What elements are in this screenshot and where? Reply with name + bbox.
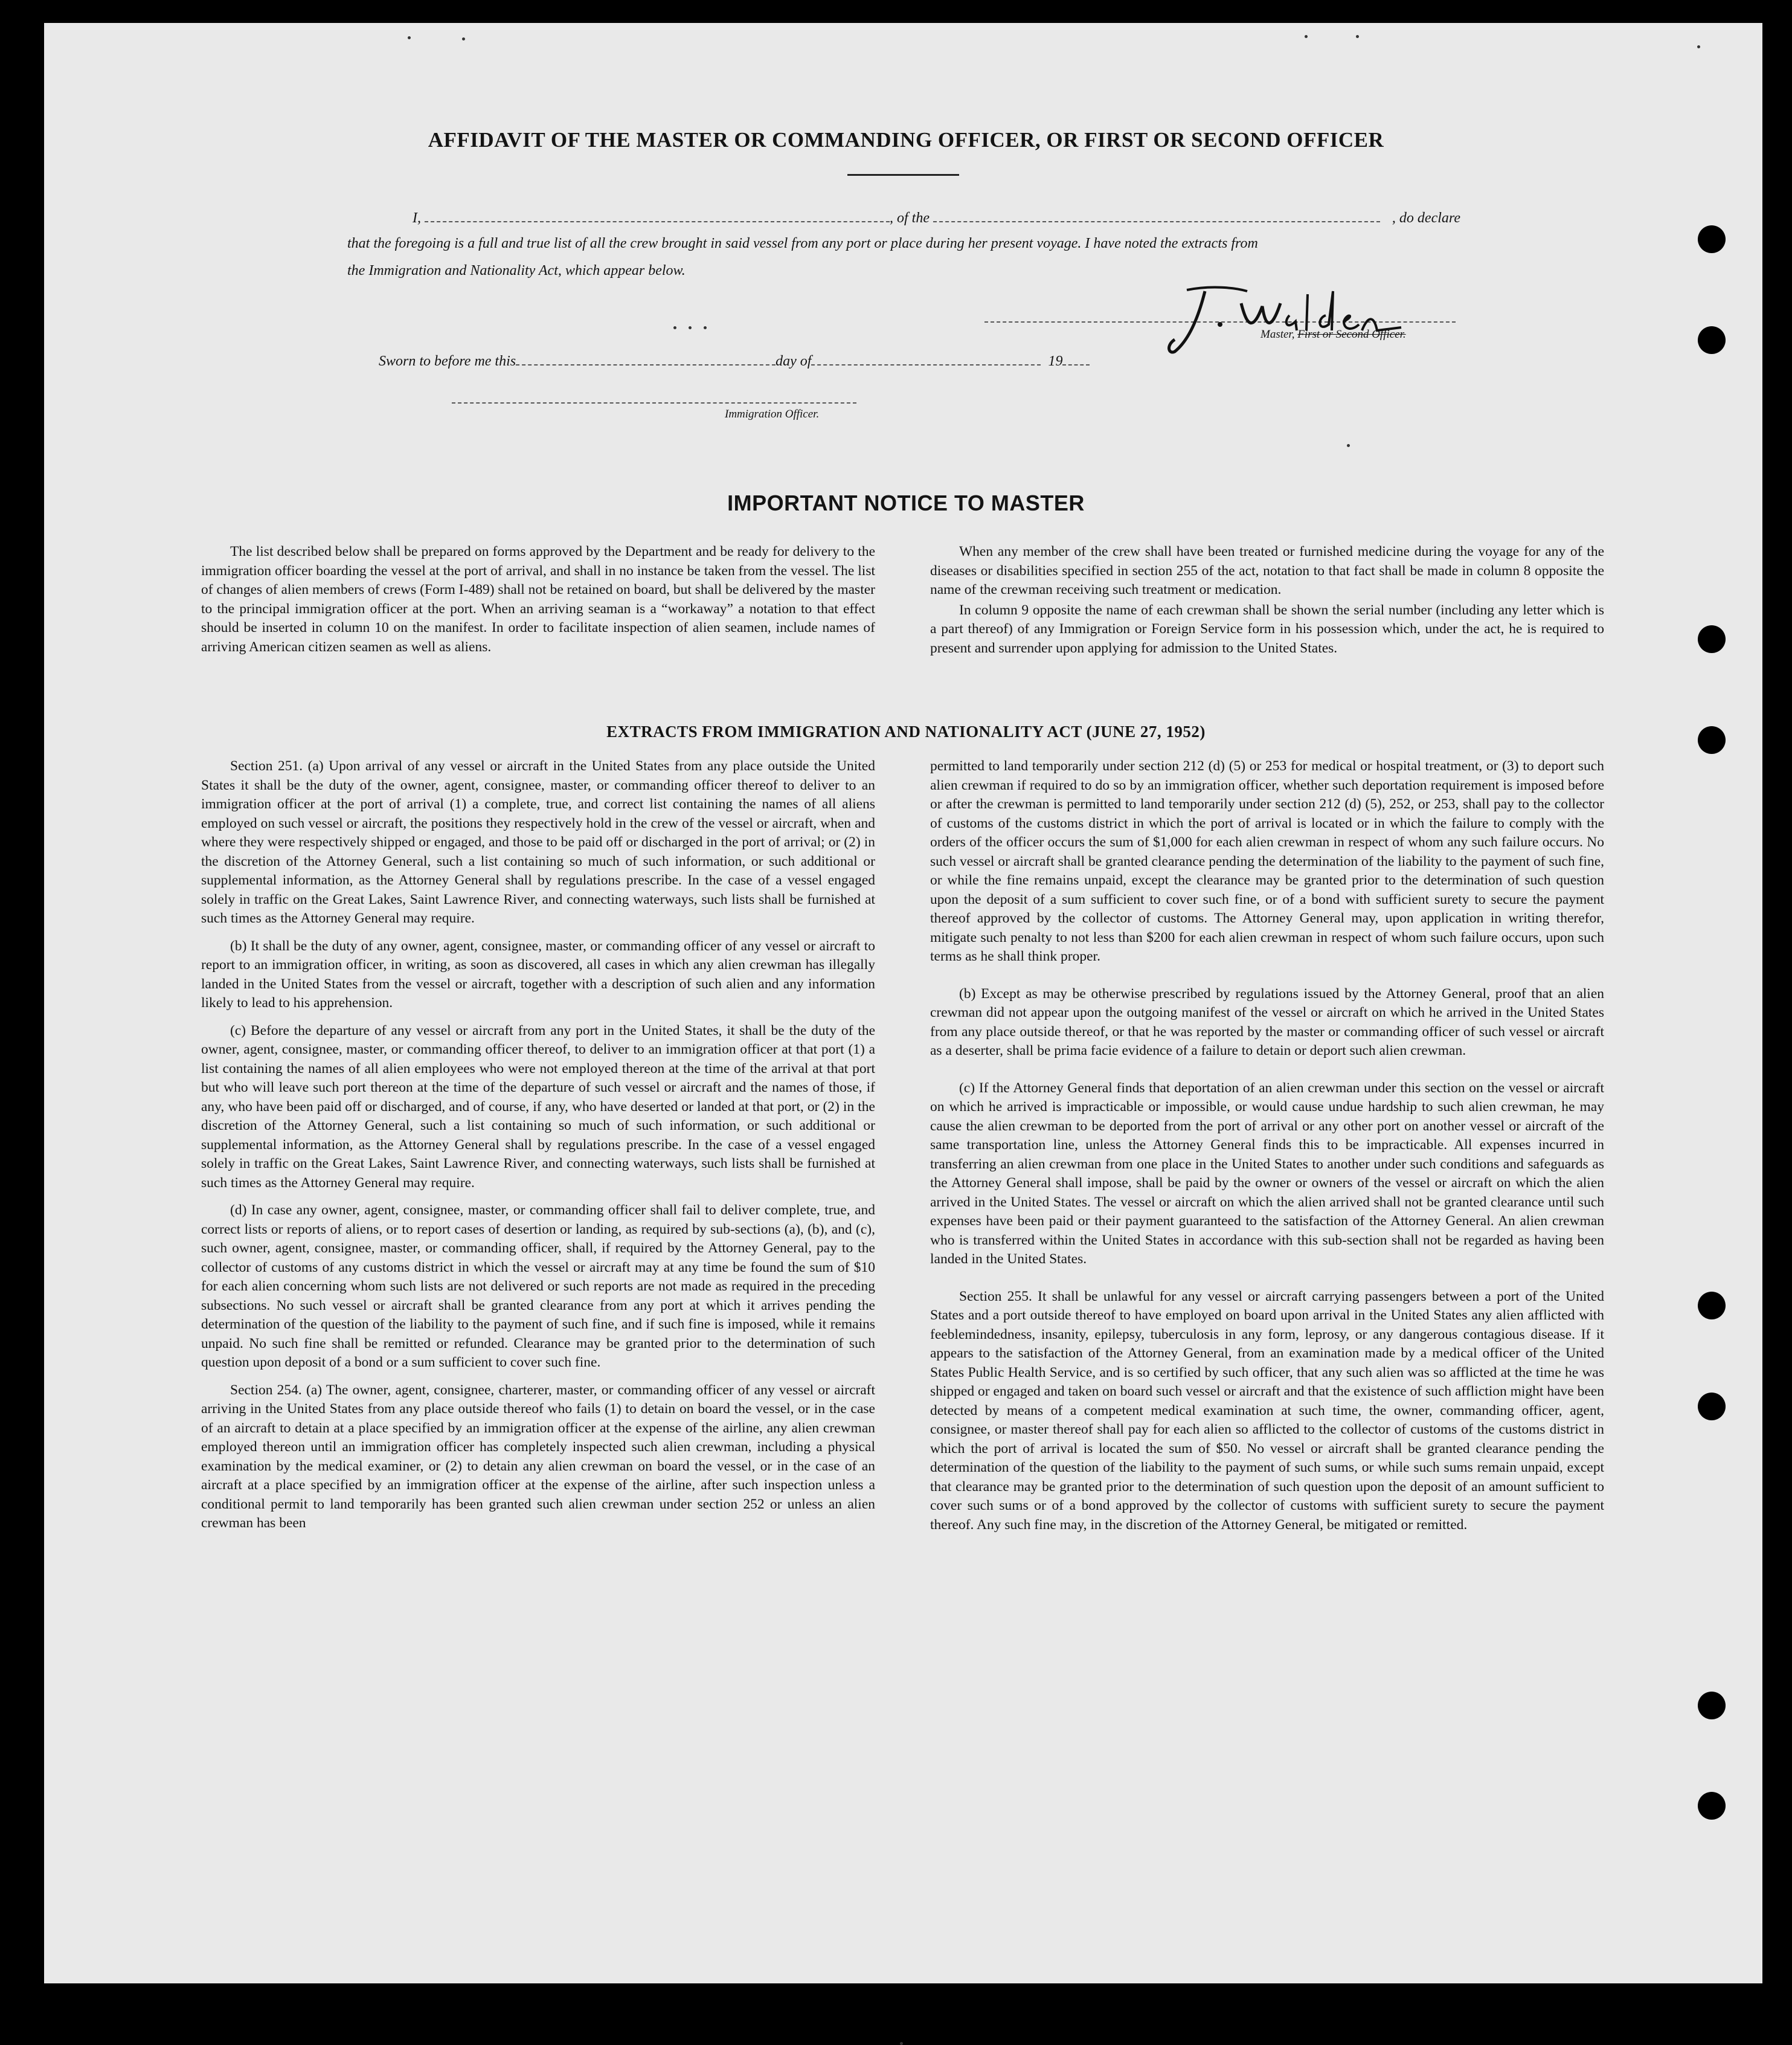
scan-speck bbox=[1697, 45, 1700, 48]
scan-speck bbox=[1347, 444, 1350, 447]
i-label: I, bbox=[413, 210, 421, 226]
immigration-officer-signature-line[interactable] bbox=[452, 394, 856, 404]
extracts-title: EXTRACTS FROM IMMIGRATION AND NATIONALITY ACT (JUNE 27, 1952) bbox=[606, 723, 1206, 741]
of-the-label: , of the bbox=[890, 210, 930, 226]
binder-hole bbox=[1698, 1292, 1726, 1319]
scan-speck bbox=[1305, 35, 1308, 38]
affidavit-declaration-line bbox=[413, 210, 1460, 227]
section-254c: (c) If the Attorney General finds that deportation of an alien crewman under this section on the vessel or aircraft on which he arrived is impracticable or impossible, or would cause undue hardship to such alien crewman, he may cause the alien crewman to be deported from the port of arrival or any other port on another vessel or aircraft of the same transportation line, unless the Attorney General finds this to be impracticable. All expenses incurred in transferring an alien crewman from one place in the United States to another under such conditions and safeguards as the Attorney General shall impose, shall be paid by the owner or owners of the vessel or aircraft on which the alien arrived in the United States. The vessel or aircraft on which the alien arrived shall not be granted clearance until such expenses have been paid or their payment guaranteed to the satisfaction of the Attorney General. An alien crewman who is transferred within the United States in accordance with this sub-section shall not be regarded as having been landed in the United States. bbox=[930, 1080, 1604, 1267]
sworn-line bbox=[379, 353, 1090, 370]
section-254a-continued: permitted to land temporarily under section 212 (d) (5) or 253 for medical or hospital treatment, or (3) to deport such alien crewman if required to do so by an immigration officer, whether such deportation requirement is imposed before or after the crewman is permitted to land temporarily under section 212 (d) (5), 252, or 253, shall pay to the collector of customs of the customs district in which the port of arrival is located or in which the failure to comply with the orders of the officer occurs the sum of $1,000 for each alien crewman in respect of whom any such failure occurs. No such vessel or aircraft shall be granted clearance pending the determination of the liability to the payment of such fine, or while the fine remains unpaid, except the clearance may be granted prior to the determination of such question upon the deposit of a sum sufficient to cover such fine, or of a bond with sufficient surety to secure the payment thereof approved by the collector of customs. The Attorney General may, upon application in writing therefor, mitigate such penalty to not less than $200 for each alien crewman in respect of whom such failure occurs, upon such terms as he shall think proper. bbox=[930, 758, 1604, 964]
extracts-left-column bbox=[201, 757, 875, 1542]
notice-right-paragraph-2: In column 9 opposite the name of each crewman shall be shown the serial number (including any letter which is a part thereof) of any Immigration or Foreign Service form in his possession which, under the act, he is required to present and surrender upon applying for admission to the United States. bbox=[930, 602, 1604, 656]
scan-speck bbox=[408, 36, 411, 39]
binder-hole bbox=[1698, 1792, 1726, 1820]
section-255: Section 255. It shall be unlawful for any vessel or aircraft carrying passengers between a port of the United States and a port outside thereof to have employed on board upon arrival in the United States any alien afflicted with feeblemindedness, insanity, epilepsy, tuberculosis in any form, leprosy, or any dangerous contagious disease. If it appears to the satisfaction of the Attorney General, from an examination made by a medical officer of the United States Public Health Service, and is so certified by such officer, that any such alien was so afflicted at the time he was shipped or engaged and taken on board such vessel or aircraft and that the existence of such affliction might have been detected by means of a competent medical examination at such time, the owner, commanding officer, agent, consignee, or master thereof shall pay for each alien so afflicted to the collector of customs of the customs district in which the port of arrival is located the sum of $50. No vessel or aircraft shall be granted clearance pending the determination of the question of the liability to the payment of such sums, or while such sums remain unpaid, except that clearance may be granted prior to the determination of such question upon the deposit of an amount sufficient to cover such sums or of a bond approved by the collector of customs with sufficient surety to secure the payment thereof. Any such fine may, in the discretion of the Attorney General, be mitigated or remitted. bbox=[930, 1288, 1604, 1533]
title-divider bbox=[847, 174, 959, 176]
section-251c: (c) Before the departure of any vessel or aircraft from any port in the United States, it shall be the duty of the owner, agent, consignee, master, or commanding officer thereof, to deliver to an immigration officer at that port (1) a list containing the names of all alien employees who were not employed thereon at the time of the arrival at that port but who will leave such port thereon at the time of the departure of such vessel or aircraft and the names of those, if any, who have been paid off or discharged, and of course, if any, who have deserted or landed at that port, or (2) in the discretion of the Attorney General, such a list containing so much of such information, or such additional or supplemental information, as the Attorney General shall by regulations prescribe. In the case of a vessel engaged solely in traffic on the Great Lakes, Saint Lawrence River, and connecting waterways, such lists shall be furnished at such times as the Attorney General may require. bbox=[201, 1022, 875, 1191]
year-prefix: 19 bbox=[1048, 353, 1063, 369]
scan-speck bbox=[673, 326, 676, 329]
section-254b: (b) Except as may be otherwise prescribed by regulations issued by the Attorney General, proof that an alien crewman did not appear upon the outgoing manifest of the vessel or aircraft on which he arrived in the United States from any place outside thereof, or that he was reported by the master or commanding officer of such vessel or aircraft as a deserter, shall be prima facie evidence of a failure to detain or deport such alien crewman. bbox=[930, 985, 1604, 1058]
binder-hole bbox=[1698, 326, 1726, 354]
name-field[interactable] bbox=[425, 213, 890, 222]
scan-speck bbox=[689, 326, 692, 329]
notice-right-paragraph-1: When any member of the crew shall have been treated or furnished medicine during the voyage for any of the diseases or disabilities specified in section 255 of the act, notation to that fact shall be made in column 8 opposite the name of the crewman receiving such treatment or medication. bbox=[930, 544, 1604, 597]
immigration-officer-label: Immigration Officer. bbox=[725, 408, 820, 420]
notice-left-column bbox=[201, 543, 875, 665]
scan-speck bbox=[462, 37, 465, 40]
binder-hole bbox=[1698, 225, 1726, 253]
signature-image bbox=[1163, 279, 1422, 364]
section-251d: (d) In case any owner, agent, consignee, master, or commanding officer shall fail to deliver complete, true, and correct lists or reports of aliens, or to report cases of desertion or landing, as required by sub-sections (a), (b), and (c), such owner, agent, consignee, master, or commanding officer, shall, if required by the Attorney General, pay to the collector of customs of any customs district in which the vessel or aircraft may at any time be found the sum of $10 for each alien concerning whom such lists are not delivered or such reports are not made as required in the preceding subsections. No such vessel or aircraft shall be granted clearance from any port at which it arrives pending the determination of the question of the liability to the payment of such fine, and if such fine is imposed, while it remains unpaid. No such fine shall be remitted or refunded. Clearance may be granted prior to the determination of such question upon deposit of a bond or a sum sufficient to cover such fine. bbox=[201, 1202, 875, 1370]
scan-speck bbox=[704, 326, 707, 329]
section-251a: Section 251. (a) Upon arrival of any vessel or aircraft in the United States from any place outside the United States it shall be the duty of the owner, agent, consignee, master, or commanding officer thereof to deliver to an immigration officer at the port of arrival (1) a complete, true, and correct list containing the names of all aliens employed on such vessel or aircraft, the positions they respectively hold in the crew of the vessel or aircraft, when and where they were respectively shipped or engaged, and those to be paid off or discharged in the port of arrival; or (2) in the discretion of the Attorney General, such a list containing so much of such information, or such additional or supplemental information, as the Attorney General shall by regulations prescribe. In the case of a vessel engaged solely in traffic on the Great Lakes, Saint Lawrence River, and connecting waterways, such lists shall be furnished at such times as the Attorney General may require. bbox=[201, 758, 875, 926]
scan-speck bbox=[1356, 35, 1359, 38]
binder-hole bbox=[1698, 1393, 1726, 1420]
binder-hole bbox=[1698, 1692, 1726, 1719]
scan-speck bbox=[900, 2042, 903, 2045]
day-of-label: day of bbox=[776, 353, 812, 369]
section-251b: (b) It shall be the duty of any owner, agent, consignee, master, or commanding officer of any vessel or aircraft to report to an immigration officer, in writing, as soon as discovered, all cases in which any alien crewman has illegally landed in the United States from the vessel or aircraft, together with a description of such alien and any information likely to lead to his apprehension. bbox=[201, 938, 875, 1011]
affidavit-title: AFFIDAVIT OF THE MASTER OR COMMANDING OFFICER, OR FIRST OR SECOND OFFICER bbox=[428, 128, 1384, 152]
master-title bbox=[1261, 328, 1406, 341]
affidavit-statement-1: that the foregoing is a full and true list of all the crew brought in said vessel from any port or place during her present voyage. I have noted the extracts from bbox=[347, 236, 1258, 251]
section-254a: Section 254. (a) The owner, agent, consignee, charterer, master, or commanding officer of any vessel or aircraft arriving in the United States from any place outside thereof who fails (1) to detain on board the vessel, or in the case of an aircraft to detain at a place specified by an immigration officer at the expense of the airline, any alien crewman employed thereon until an immigration officer has completely inspected such alien crewman, including a physical examination by the medical examiner, or (2) to detain any alien crewman on board the vessel, or in the case of an aircraft at a place specified by an immigration officer at the expense of the airline, after such inspection unless a conditional permit to land temporarily has been granted such alien crewman under section 252 or unless an alien crewman has been bbox=[201, 1382, 875, 1531]
sworn-year-field[interactable] bbox=[1062, 356, 1090, 366]
affidavit-statement-2: the Immigration and Nationality Act, which appear below. bbox=[347, 263, 686, 279]
sworn-month-field[interactable] bbox=[811, 356, 1041, 366]
vessel-field[interactable] bbox=[933, 213, 1380, 222]
struck-officer-label: First or Second Officer. bbox=[1297, 328, 1406, 341]
notice-right-column bbox=[930, 543, 1604, 666]
master-label: Master, bbox=[1261, 328, 1295, 341]
notice-title: IMPORTANT NOTICE TO MASTER bbox=[727, 491, 1085, 515]
sworn-label: Sworn to before me this bbox=[379, 353, 516, 369]
notice-left-paragraph: The list described below shall be prepared on forms approved by the Department and be ready for delivery to the immigration officer boarding the vessel at the port of arrival, and shall in no instance be taken from the vessel. The list of changes of alien members of crews (Form I-489) shall not be retained on board, but shall be delivered by the master to the principal immigration officer at the port. When an arriving seaman is a “workaway” a notation to that effect should be inserted in column 10 on the manifest. In order to facilitate inspection of alien seamen, include names of arriving American citizen seamen as well as aliens. bbox=[201, 544, 875, 655]
do-declare-label: , do declare bbox=[1392, 210, 1460, 226]
binder-hole bbox=[1698, 625, 1726, 653]
extracts-right-column bbox=[930, 757, 1604, 1543]
sworn-day-field[interactable] bbox=[516, 356, 776, 366]
binder-hole bbox=[1698, 726, 1726, 754]
